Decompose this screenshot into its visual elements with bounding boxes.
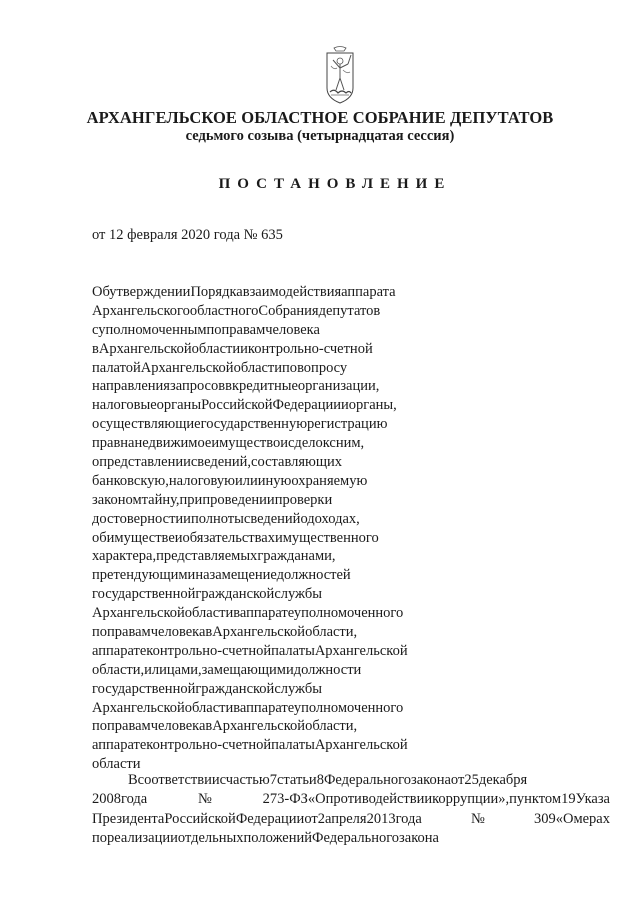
document-type-heading: ПОСТАНОВЛЕНИЕ	[218, 176, 452, 192]
convocation-subtitle: седьмого созыва (четырнадцатая сессия)	[185, 128, 455, 144]
text-line: осуществляющиегосударственнуюрегистрацию	[92, 416, 388, 433]
text-line: поправамчеловекавАрхангельскойобласти,	[92, 624, 358, 641]
text-line: направлениязапросоввкредитныеорганизации,	[92, 378, 380, 395]
text-line: области,илицами,замещающимидолжности	[92, 661, 362, 678]
text-line: закономтайну,припроведениипроверки	[92, 491, 333, 508]
text-line: поправамчеловекавАрхангельскойобласти,	[92, 718, 358, 735]
text-line: суполномоченнымпоправамчеловека	[92, 321, 320, 338]
text-line: государственнойгражданскойслужбы	[92, 586, 323, 603]
document-date-number: от 12 февраля 2020 года № 635	[92, 227, 283, 243]
text-line: палатойАрхангельскойобластиповопросу	[92, 359, 348, 376]
text-line: пореализацииотдельныхположенийФедеральногозакона	[92, 829, 439, 846]
text-line: Архангельскойобластиваппаратеуполномоченного	[92, 699, 404, 716]
text-line: достоверностииполнотысведенийодоходах,	[92, 510, 360, 527]
text-line: налоговыеорганыРоссийскойФедерациииорганы,	[92, 397, 397, 414]
text-line: опредставлениисведений,составляющих	[92, 454, 343, 471]
text-line: области	[92, 756, 141, 773]
text-line: претендующиминазамещениедолжностей	[92, 567, 351, 584]
coat-of-arms-icon	[325, 46, 355, 104]
organization-title: АРХАНГЕЛЬСКОЕ ОБЛАСТНОЕ СОБРАНИЕ ДЕПУТАТОВ	[86, 108, 554, 127]
text-line: ПрезидентаРоссийскойФедерацииот2апреля2013года№309«Омерах	[92, 810, 610, 827]
document-body	[92, 771, 610, 848]
text-line: характера,представляемыхгражданами,	[92, 548, 336, 565]
text-line: банковскую,налоговуюилиинуюохраняемую	[92, 472, 368, 489]
text-line: ОбутвержденииПорядкавзаимодействияаппарата	[92, 284, 396, 300]
text-line: аппаратеконтрольно-счетнойпалатыАрхангельской	[92, 737, 408, 754]
text-line: государственнойгражданскойслужбы	[92, 680, 323, 697]
text-line: аппаратеконтрольно-счетнойпалатыАрхангельской	[92, 642, 408, 659]
text-line: правнанедвижимоеимуществоисделоксним,	[92, 435, 365, 452]
text-line: АрхангельскогообластногоСобраниядепутатов	[92, 302, 381, 319]
document-subject	[92, 283, 435, 774]
text-line: Всоответствиисчастью7статьи8Федеральногозаконаот25декабря	[128, 772, 528, 788]
text-line: обимуществеиобязательствахимущественного	[92, 529, 379, 546]
text-line: Архангельскойобластиваппаратеуполномоченного	[92, 605, 404, 622]
text-line: вАрхангельскойобластииконтрольно-счетной	[92, 340, 373, 357]
text-line: 2008года№273-ФЗ«Опротиводействиикоррупции»,пунктом19Указа	[92, 791, 610, 808]
